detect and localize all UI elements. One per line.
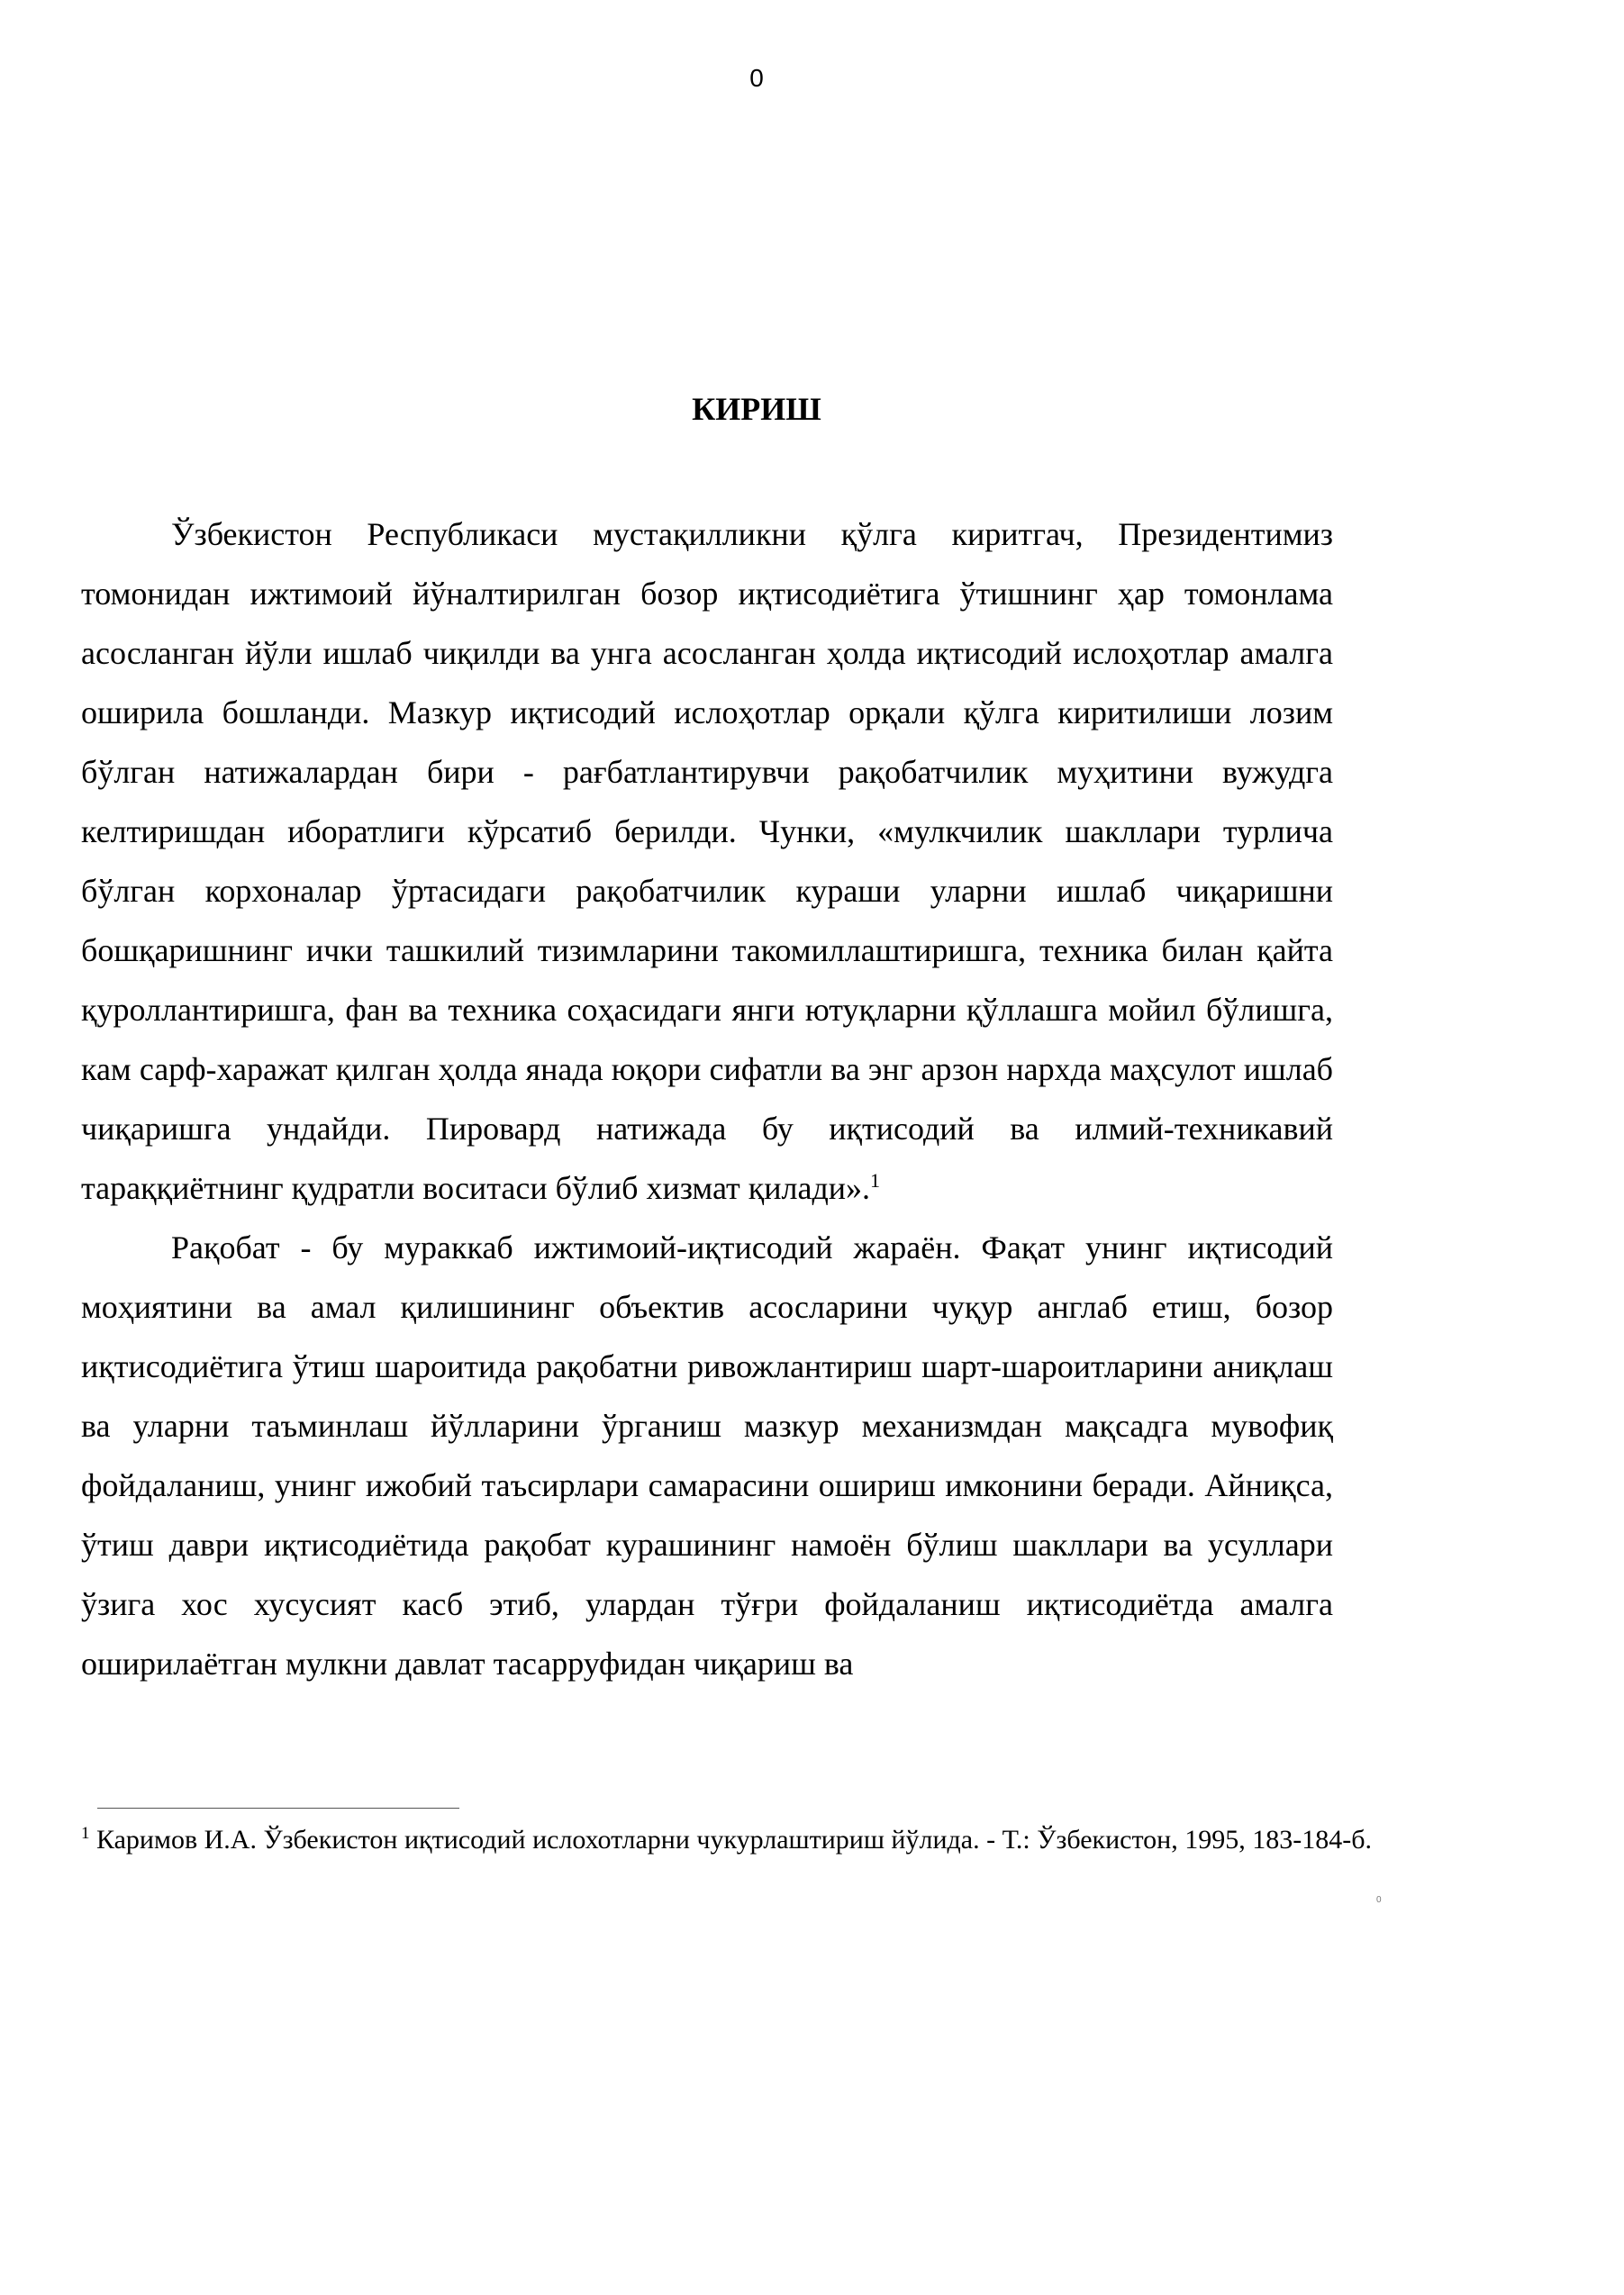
footnote-separator (97, 1808, 459, 1809)
footnote (81, 1823, 1414, 1857)
page-mark: 0 (1376, 1895, 1382, 1905)
body-text (81, 504, 1333, 1693)
footnote-text: Каримов И.А. Ўзбекистон иқтисодий ислохотларни чукурлаштириш йўлида. - Т.: Ўзбекистон, 1995, 183-184-б. (96, 1825, 1372, 1855)
paragraph-2: Рақобат - бу мураккаб ижтимоий-иқтисодий жараён. Фақат унинг иқтисодий моҳиятини ва амал қилишининг объектив асосларини чуқур англаб етиш, бозор иқтисодиётига ўтиш шароитида рақобатни ривожлантириш шарт-шароитларини аниқлаш ва уларни таъминлаш йўлларини ўрганиш мазкур механизмдан мақсадга мувофиқ фойдаланиш, унинг ижобий таъсирлари самарасини ошириш имконини беради. Айниқса, ўтиш даври иқтисодиётида рақобат курашининг намоён бўлиш шакллари ва усуллари ўзига хос хусусият касб этиб, улардан тўғри фойдаланиш иқтисодиётда амалга оширилаётган мулкни давлат тасарруфидан чиқариш ва (81, 1229, 1333, 1682)
footnote-marker: 1 (81, 1824, 90, 1843)
section-heading: КИРИШ (692, 391, 821, 427)
footnote-reference[interactable]: 1 (870, 1169, 881, 1192)
paragraph-1-text: Ўзбекистон Республикаси мустақилликни қўлга киритгач, Президентимиз томонидан ижтимоий йўналтирилган бозор иқтисодиётига ўтишнинг ҳар томонлама асосланган йўли ишлаб чиқилди ва унга асосланган ҳолда иқтисодий ислоҳотлар амалга оширила бошланди. Мазкур иқтисодий ислоҳотлар орқали қўлга киритилиши лозим бўлган натижалардан бири - рағбатлантирувчи рақобатчилик муҳитини вужудга келтиришдан иборатлиги кўрсатиб берилди. Чунки, «мулкчилик шакллари турлича бўлган корхоналар ўртасидаги рақобатчилик кураши уларни ишлаб чиқаришни бошқаришнинг ички ташкилий тизимларини такомиллаштиришга, техника билан қайта қуроллантиришга, фан ва техника соҳасидаги янги ютуқларни қўллашга мойил бўлишга, кам сарф-харажат қилган ҳолда янада юқори сифатли ва энг арзон нархда маҳсулот ишлаб чиқаришга ундайди. Пировард натижада бу иқтисодий ва илмий-техникавий тараққиётнинг қудратли воситаси бўлиб хизмат қилади». (81, 516, 1333, 1206)
paragraph-1 (81, 504, 1333, 1218)
page-number: 0 (749, 64, 764, 92)
